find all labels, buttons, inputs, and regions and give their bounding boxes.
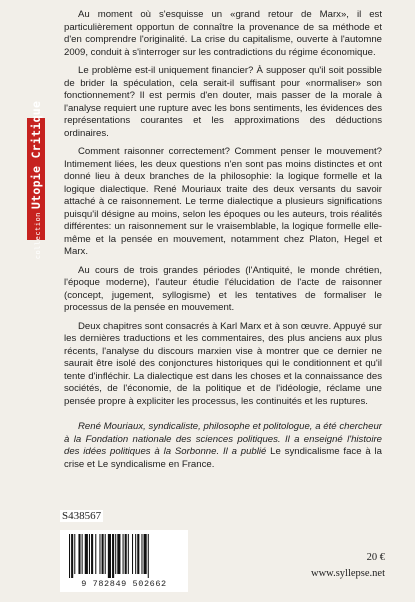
barcode-bar	[112, 534, 114, 578]
author-bio-text: René Mouriaux, syndicaliste, philosophe et politologue, a été chercheur à la Fondation nationale des sciences politiques. Il a enseigné l'histoire des idées politiques à la Sorbonne. Il a publié	[64, 421, 382, 457]
barcode-bar	[82, 534, 83, 574]
barcode-bar	[71, 534, 73, 578]
barcode-bar	[89, 534, 90, 574]
barcode-bar	[148, 534, 149, 578]
barcode-bar	[99, 534, 100, 574]
barcode-bar	[69, 534, 70, 578]
barcode-bar	[105, 534, 106, 574]
barcode-bar	[117, 534, 120, 574]
blurb-text	[64, 9, 382, 477]
barcode-bar	[115, 534, 116, 574]
author-books: Le syndicalisme face à la crise et Le syndicalisme en France.	[64, 446, 382, 470]
barcode-bar	[132, 534, 133, 574]
barcode-bar	[95, 534, 96, 574]
barcode-bar	[78, 534, 80, 574]
barcode-bar	[141, 534, 142, 574]
barcode-bar	[102, 534, 104, 574]
publisher-website[interactable]: www.syllepse.net	[311, 568, 385, 579]
barcode-bar	[144, 534, 147, 574]
author-bio	[64, 421, 382, 471]
barcode-bar	[137, 534, 139, 574]
barcode	[60, 530, 188, 592]
barcode-bars-icon	[67, 534, 181, 578]
collection-label	[29, 101, 43, 260]
barcode-bar	[74, 534, 75, 574]
blurb-paragraph-5: Deux chapitres sont consacrés à Karl Marx et à son œuvre. Appuyé sur les dernières traductions et les commentaires, des plus anciens aux plus récents, l'analyse du discours marxien vise à montrer que ce dernier ne saurait être isolé des conjonctures historiques qui le conditionnent et qu'il tente d'infléchir. La dialectique est dans les choses et la connaissance des sociétés, de l'économie, de la politique et de l'idéologie, réclame une pensée propre à expliciter les processus, les continuités et les ruptures.	[64, 320, 382, 407]
barcode-area	[60, 510, 190, 598]
barcode-bar	[108, 534, 111, 578]
barcode-bar	[128, 534, 129, 574]
barcode-bar	[91, 534, 93, 574]
collection-name: Utopie Critique	[29, 100, 43, 210]
barcode-bar	[135, 534, 136, 574]
barcode-bar	[123, 534, 124, 574]
barcode-number: 9 782849 502662	[81, 579, 167, 589]
spine-edge	[0, 0, 27, 602]
barcode-bar	[85, 534, 88, 574]
blurb-paragraph-3: Comment raisonner correctement? Comment penser le mouvement? Intimement liées, les deux questions n'en sont pas moins distinctes et ont donné lieu à deux branches de la philosophie: la logique formelle et la logique dialectique. René Mouriaux traite des deux versants du savoir attaché à ce raisonnement. Le terme dialectique a plusieurs significations puisqu'il désigne au moins, selon les époques ou les auteurs, trois réalités différentes: un raisonnement sur le vraisemblable, la logique formelle elle-même et la pensée en mouvement, notamment chez Platon, Hegel et Marx.	[64, 146, 382, 257]
barcode-bar	[125, 534, 127, 574]
collection-prefix: collection	[34, 212, 42, 260]
blurb-paragraph-1: Au moment où s'esquisse un «grand retour de Marx», il est particulièrement opportun de connaître la provenance de sa méthode et d'en comprendre l'originalité. La crise du capitalisme, ouverte à l'automne 2009, conduit à s'interroger sur les contradictions du régime économique.	[64, 9, 382, 58]
blurb-paragraph-2: Le problème est-il uniquement financier? À supposer qu'il soit possible de brider la spéculation, cela serait-il suffisant pour «normaliser» son fonctionnement? Il est permis d'en douter, mais passer de la morale à l'analyse requiert une rupture avec les bons sentiments, les évidences des représentations courantes et les approximations des déductions ordinaires.	[64, 65, 382, 139]
blurb-paragraph-4: Au cours de trois grandes périodes (l'Antiquité, le monde chrétien, l'époque moderne), l'auteur étudie l'élucidation de l'acte de raisonner (concept, jugement, syllogisme) et les tentatives de formaliser le processus de la pensée en mouvement.	[64, 264, 382, 313]
price: 20 €	[366, 552, 385, 563]
stock-code: S438567	[62, 510, 102, 522]
